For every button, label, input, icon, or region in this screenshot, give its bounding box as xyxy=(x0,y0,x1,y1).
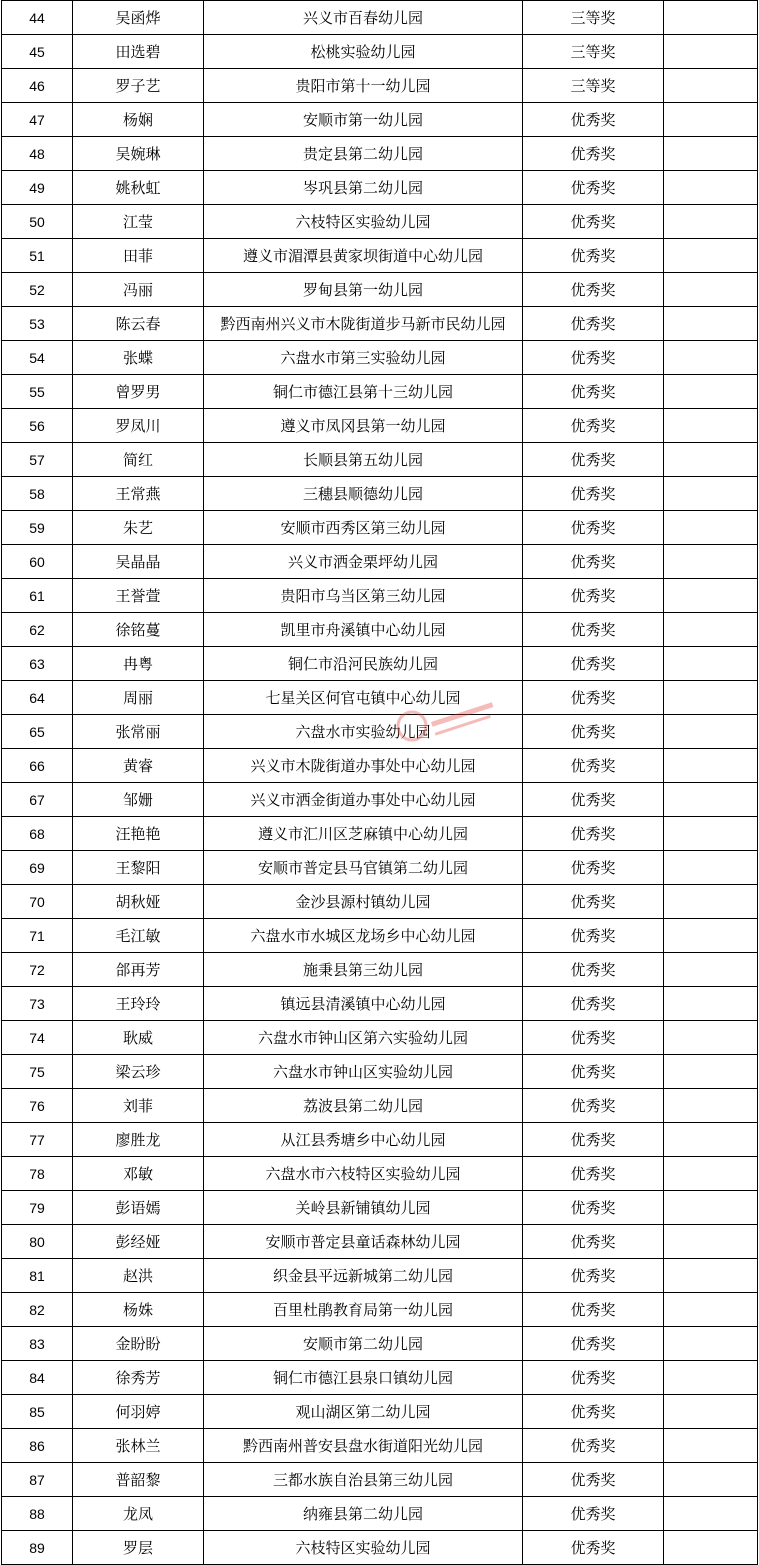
remark-cell xyxy=(664,511,758,545)
winner-name: 罗子艺 xyxy=(73,69,204,103)
winner-name: 杨娴 xyxy=(73,103,204,137)
winner-name: 朱艺 xyxy=(73,511,204,545)
table-row xyxy=(2,1191,758,1225)
remark-cell xyxy=(664,205,758,239)
row-number: 81 xyxy=(2,1259,73,1293)
school-name: 贵定县第二幼儿园 xyxy=(204,137,523,171)
row-number: 76 xyxy=(2,1089,73,1123)
award-level: 优秀奖 xyxy=(523,647,664,681)
winner-name: 毛江敏 xyxy=(73,919,204,953)
winner-name: 罗层 xyxy=(73,1531,204,1565)
award-level: 优秀奖 xyxy=(523,273,664,307)
row-number: 44 xyxy=(2,1,73,35)
winner-name: 徐铭蔓 xyxy=(73,613,204,647)
row-number: 88 xyxy=(2,1497,73,1531)
remark-cell xyxy=(664,681,758,715)
table-row xyxy=(2,273,758,307)
winner-name: 吴婉琳 xyxy=(73,137,204,171)
school-name: 安顺市西秀区第三幼儿园 xyxy=(204,511,523,545)
remark-cell xyxy=(664,1055,758,1089)
winner-name: 龙凤 xyxy=(73,1497,204,1531)
winner-name: 陈云春 xyxy=(73,307,204,341)
school-name: 纳雍县第二幼儿园 xyxy=(204,1497,523,1531)
remark-cell xyxy=(664,409,758,443)
winner-name: 张蝶 xyxy=(73,341,204,375)
school-name: 金沙县源村镇幼儿园 xyxy=(204,885,523,919)
school-name: 兴义市百春幼儿园 xyxy=(204,1,523,35)
remark-cell xyxy=(664,1531,758,1565)
award-level: 优秀奖 xyxy=(523,1531,664,1565)
table-row xyxy=(2,1429,758,1463)
school-name: 关岭县新铺镇幼儿园 xyxy=(204,1191,523,1225)
row-number: 87 xyxy=(2,1463,73,1497)
row-number: 70 xyxy=(2,885,73,919)
award-level: 优秀奖 xyxy=(523,1191,664,1225)
remark-cell xyxy=(664,1429,758,1463)
winner-name: 吴晶晶 xyxy=(73,545,204,579)
winner-name: 周丽 xyxy=(73,681,204,715)
table-row xyxy=(2,885,758,919)
award-level: 优秀奖 xyxy=(523,851,664,885)
table-row xyxy=(2,511,758,545)
award-level: 优秀奖 xyxy=(523,1497,664,1531)
award-level: 优秀奖 xyxy=(523,919,664,953)
winner-name: 汪艳艳 xyxy=(73,817,204,851)
remark-cell xyxy=(664,715,758,749)
school-name: 长顺县第五幼儿园 xyxy=(204,443,523,477)
winner-name: 胡秋娅 xyxy=(73,885,204,919)
row-number: 52 xyxy=(2,273,73,307)
row-number: 79 xyxy=(2,1191,73,1225)
winner-name: 王誉萱 xyxy=(73,579,204,613)
school-name: 六枝特区实验幼儿园 xyxy=(204,1531,523,1565)
school-name: 铜仁市德江县泉口镇幼儿园 xyxy=(204,1361,523,1395)
school-name: 六盘水市水城区龙场乡中心幼儿园 xyxy=(204,919,523,953)
award-level: 优秀奖 xyxy=(523,1293,664,1327)
remark-cell xyxy=(664,443,758,477)
school-name: 贵阳市第十一幼儿园 xyxy=(204,69,523,103)
remark-cell xyxy=(664,1293,758,1327)
award-level: 优秀奖 xyxy=(523,579,664,613)
school-name: 六盘水市钟山区第六实验幼儿园 xyxy=(204,1021,523,1055)
row-number: 83 xyxy=(2,1327,73,1361)
school-name: 贵阳市乌当区第三幼儿园 xyxy=(204,579,523,613)
table-row xyxy=(2,1463,758,1497)
row-number: 48 xyxy=(2,137,73,171)
school-name: 三都水族自治县第三幼儿园 xyxy=(204,1463,523,1497)
table-row xyxy=(2,647,758,681)
school-name: 岑巩县第二幼儿园 xyxy=(204,171,523,205)
school-name: 铜仁市德江县第十三幼儿园 xyxy=(204,375,523,409)
winner-name: 田选碧 xyxy=(73,35,204,69)
table-row xyxy=(2,1497,758,1531)
winner-name: 廖胜龙 xyxy=(73,1123,204,1157)
table-row xyxy=(2,953,758,987)
school-name: 黔西南州兴义市木陇街道步马新市民幼儿园 xyxy=(204,307,523,341)
school-name: 松桃实验幼儿园 xyxy=(204,35,523,69)
winner-name: 彭语嫣 xyxy=(73,1191,204,1225)
award-level: 优秀奖 xyxy=(523,953,664,987)
award-level: 优秀奖 xyxy=(523,1055,664,1089)
table-row xyxy=(2,817,758,851)
school-name: 铜仁市沿河民族幼儿园 xyxy=(204,647,523,681)
remark-cell xyxy=(664,783,758,817)
table-row xyxy=(2,1361,758,1395)
row-number: 45 xyxy=(2,35,73,69)
remark-cell xyxy=(664,35,758,69)
table-row xyxy=(2,1,758,35)
school-name: 兴义市洒金栗坪幼儿园 xyxy=(204,545,523,579)
winner-name: 吴函烨 xyxy=(73,1,204,35)
award-level: 优秀奖 xyxy=(523,545,664,579)
award-level: 优秀奖 xyxy=(523,1021,664,1055)
remark-cell xyxy=(664,273,758,307)
award-level: 优秀奖 xyxy=(523,1463,664,1497)
table-row xyxy=(2,1259,758,1293)
remark-cell xyxy=(664,171,758,205)
winner-name: 姚秋虹 xyxy=(73,171,204,205)
remark-cell xyxy=(664,749,758,783)
remark-cell xyxy=(664,817,758,851)
row-number: 67 xyxy=(2,783,73,817)
row-number: 66 xyxy=(2,749,73,783)
award-level: 优秀奖 xyxy=(523,715,664,749)
remark-cell xyxy=(664,1157,758,1191)
award-level: 优秀奖 xyxy=(523,1361,664,1395)
remark-cell xyxy=(664,341,758,375)
table-row xyxy=(2,613,758,647)
row-number: 53 xyxy=(2,307,73,341)
school-name: 兴义市洒金街道办事处中心幼儿园 xyxy=(204,783,523,817)
row-number: 54 xyxy=(2,341,73,375)
remark-cell xyxy=(664,1225,758,1259)
award-level: 优秀奖 xyxy=(523,1123,664,1157)
table-row xyxy=(2,1293,758,1327)
table-row xyxy=(2,783,758,817)
table-row xyxy=(2,545,758,579)
award-level: 优秀奖 xyxy=(523,103,664,137)
remark-cell xyxy=(664,851,758,885)
winner-name: 曾罗男 xyxy=(73,375,204,409)
award-level: 优秀奖 xyxy=(523,307,664,341)
remark-cell xyxy=(664,613,758,647)
row-number: 57 xyxy=(2,443,73,477)
school-name: 遵义市凤冈县第一幼儿园 xyxy=(204,409,523,443)
winner-name: 王黎阳 xyxy=(73,851,204,885)
award-level: 优秀奖 xyxy=(523,749,664,783)
award-level: 三等奖 xyxy=(523,1,664,35)
award-list-body xyxy=(2,1,758,1565)
award-level: 优秀奖 xyxy=(523,239,664,273)
winner-name: 冯丽 xyxy=(73,273,204,307)
row-number: 47 xyxy=(2,103,73,137)
winner-name: 彭经娅 xyxy=(73,1225,204,1259)
winner-name: 耿威 xyxy=(73,1021,204,1055)
table-row xyxy=(2,341,758,375)
table-row xyxy=(2,239,758,273)
row-number: 46 xyxy=(2,69,73,103)
row-number: 84 xyxy=(2,1361,73,1395)
row-number: 59 xyxy=(2,511,73,545)
school-name: 观山湖区第二幼儿园 xyxy=(204,1395,523,1429)
row-number: 55 xyxy=(2,375,73,409)
table-row xyxy=(2,103,758,137)
award-level: 优秀奖 xyxy=(523,137,664,171)
school-name: 六盘水市实验幼儿园 xyxy=(204,715,523,749)
remark-cell xyxy=(664,1,758,35)
award-level: 优秀奖 xyxy=(523,1225,664,1259)
table-row xyxy=(2,1225,758,1259)
remark-cell xyxy=(664,579,758,613)
table-row xyxy=(2,919,758,953)
award-level: 优秀奖 xyxy=(523,477,664,511)
remark-cell xyxy=(664,1259,758,1293)
table-row xyxy=(2,1055,758,1089)
school-name: 六盘水市第三实验幼儿园 xyxy=(204,341,523,375)
school-name: 罗甸县第一幼儿园 xyxy=(204,273,523,307)
table-row xyxy=(2,1021,758,1055)
row-number: 68 xyxy=(2,817,73,851)
table-row xyxy=(2,1089,758,1123)
winner-name: 邓敏 xyxy=(73,1157,204,1191)
table-row xyxy=(2,137,758,171)
school-name: 百里杜鹃教育局第一幼儿园 xyxy=(204,1293,523,1327)
award-level: 优秀奖 xyxy=(523,1259,664,1293)
table-row xyxy=(2,205,758,239)
table-row xyxy=(2,375,758,409)
winner-name: 杨姝 xyxy=(73,1293,204,1327)
row-number: 72 xyxy=(2,953,73,987)
remark-cell xyxy=(664,885,758,919)
remark-cell xyxy=(664,545,758,579)
remark-cell xyxy=(664,1191,758,1225)
table-row xyxy=(2,69,758,103)
table-row xyxy=(2,681,758,715)
remark-cell xyxy=(664,307,758,341)
row-number: 73 xyxy=(2,987,73,1021)
school-name: 遵义市湄潭县黄家坝街道中心幼儿园 xyxy=(204,239,523,273)
table-row xyxy=(2,1531,758,1565)
school-name: 兴义市木陇街道办事处中心幼儿园 xyxy=(204,749,523,783)
winner-name: 黄睿 xyxy=(73,749,204,783)
row-number: 50 xyxy=(2,205,73,239)
winner-name: 徐秀芳 xyxy=(73,1361,204,1395)
award-level: 优秀奖 xyxy=(523,987,664,1021)
award-level: 优秀奖 xyxy=(523,1429,664,1463)
winner-name: 罗凤川 xyxy=(73,409,204,443)
winner-name: 刘菲 xyxy=(73,1089,204,1123)
remark-cell xyxy=(664,953,758,987)
award-level: 优秀奖 xyxy=(523,885,664,919)
remark-cell xyxy=(664,987,758,1021)
table-row xyxy=(2,307,758,341)
remark-cell xyxy=(664,375,758,409)
award-level: 优秀奖 xyxy=(523,171,664,205)
winner-name: 张常丽 xyxy=(73,715,204,749)
winner-name: 梁云珍 xyxy=(73,1055,204,1089)
row-number: 63 xyxy=(2,647,73,681)
school-name: 遵义市汇川区芝麻镇中心幼儿园 xyxy=(204,817,523,851)
school-name: 安顺市第二幼儿园 xyxy=(204,1327,523,1361)
row-number: 56 xyxy=(2,409,73,443)
row-number: 80 xyxy=(2,1225,73,1259)
row-number: 58 xyxy=(2,477,73,511)
winner-name: 王玲玲 xyxy=(73,987,204,1021)
remark-cell xyxy=(664,1497,758,1531)
table-row xyxy=(2,35,758,69)
row-number: 74 xyxy=(2,1021,73,1055)
remark-cell xyxy=(664,1463,758,1497)
remark-cell xyxy=(664,647,758,681)
award-level: 优秀奖 xyxy=(523,409,664,443)
table-row xyxy=(2,409,758,443)
winner-name: 张林兰 xyxy=(73,1429,204,1463)
row-number: 78 xyxy=(2,1157,73,1191)
award-level: 优秀奖 xyxy=(523,817,664,851)
table-row xyxy=(2,477,758,511)
award-list-table xyxy=(1,0,758,1565)
winner-name: 简红 xyxy=(73,443,204,477)
row-number: 77 xyxy=(2,1123,73,1157)
remark-cell xyxy=(664,1123,758,1157)
row-number: 51 xyxy=(2,239,73,273)
table-row xyxy=(2,1327,758,1361)
school-name: 镇远县清溪镇中心幼儿园 xyxy=(204,987,523,1021)
award-level: 三等奖 xyxy=(523,35,664,69)
remark-cell xyxy=(664,1021,758,1055)
school-name: 凯里市舟溪镇中心幼儿园 xyxy=(204,613,523,647)
school-name: 安顺市普定县马官镇第二幼儿园 xyxy=(204,851,523,885)
table-row xyxy=(2,579,758,613)
winner-name: 郃再芳 xyxy=(73,953,204,987)
table-row xyxy=(2,1123,758,1157)
school-name: 荔波县第二幼儿园 xyxy=(204,1089,523,1123)
winner-name: 邹姗 xyxy=(73,783,204,817)
remark-cell xyxy=(664,477,758,511)
row-number: 69 xyxy=(2,851,73,885)
school-name: 织金县平远新城第二幼儿园 xyxy=(204,1259,523,1293)
school-name: 从江县秀塘乡中心幼儿园 xyxy=(204,1123,523,1157)
winner-name: 何羽婷 xyxy=(73,1395,204,1429)
winner-name: 金盼盼 xyxy=(73,1327,204,1361)
remark-cell xyxy=(664,137,758,171)
row-number: 86 xyxy=(2,1429,73,1463)
school-name: 安顺市第一幼儿园 xyxy=(204,103,523,137)
award-level: 优秀奖 xyxy=(523,1395,664,1429)
table-row xyxy=(2,171,758,205)
row-number: 85 xyxy=(2,1395,73,1429)
row-number: 64 xyxy=(2,681,73,715)
winner-name: 江莹 xyxy=(73,205,204,239)
remark-cell xyxy=(664,69,758,103)
award-level: 优秀奖 xyxy=(523,1157,664,1191)
remark-cell xyxy=(664,239,758,273)
table-row xyxy=(2,715,758,749)
award-level: 优秀奖 xyxy=(523,443,664,477)
remark-cell xyxy=(664,1089,758,1123)
winner-name: 冉粤 xyxy=(73,647,204,681)
winner-name: 普韶黎 xyxy=(73,1463,204,1497)
award-level: 优秀奖 xyxy=(523,511,664,545)
row-number: 65 xyxy=(2,715,73,749)
row-number: 71 xyxy=(2,919,73,953)
winner-name: 田菲 xyxy=(73,239,204,273)
row-number: 89 xyxy=(2,1531,73,1565)
winner-name: 赵洪 xyxy=(73,1259,204,1293)
school-name: 安顺市普定县童话森林幼儿园 xyxy=(204,1225,523,1259)
award-level: 优秀奖 xyxy=(523,1327,664,1361)
table-row xyxy=(2,851,758,885)
table-row xyxy=(2,1395,758,1429)
award-level: 优秀奖 xyxy=(523,783,664,817)
table-row xyxy=(2,443,758,477)
remark-cell xyxy=(664,919,758,953)
award-level: 优秀奖 xyxy=(523,1089,664,1123)
school-name: 七星关区何官屯镇中心幼儿园 xyxy=(204,681,523,715)
school-name: 六盘水市六枝特区实验幼儿园 xyxy=(204,1157,523,1191)
remark-cell xyxy=(664,1361,758,1395)
school-name: 三穗县顺德幼儿园 xyxy=(204,477,523,511)
table-row xyxy=(2,1157,758,1191)
award-level: 优秀奖 xyxy=(523,613,664,647)
table-row xyxy=(2,987,758,1021)
school-name: 黔西南州普安县盘水街道阳光幼儿园 xyxy=(204,1429,523,1463)
remark-cell xyxy=(664,1327,758,1361)
winner-name: 王常燕 xyxy=(73,477,204,511)
award-level: 优秀奖 xyxy=(523,681,664,715)
row-number: 75 xyxy=(2,1055,73,1089)
row-number: 60 xyxy=(2,545,73,579)
remark-cell xyxy=(664,1395,758,1429)
table-row xyxy=(2,749,758,783)
school-name: 六枝特区实验幼儿园 xyxy=(204,205,523,239)
remark-cell xyxy=(664,103,758,137)
award-level: 三等奖 xyxy=(523,69,664,103)
row-number: 82 xyxy=(2,1293,73,1327)
row-number: 61 xyxy=(2,579,73,613)
row-number: 49 xyxy=(2,171,73,205)
award-level: 优秀奖 xyxy=(523,341,664,375)
school-name: 六盘水市钟山区实验幼儿园 xyxy=(204,1055,523,1089)
school-name: 施秉县第三幼儿园 xyxy=(204,953,523,987)
row-number: 62 xyxy=(2,613,73,647)
award-level: 优秀奖 xyxy=(523,375,664,409)
award-level: 优秀奖 xyxy=(523,205,664,239)
